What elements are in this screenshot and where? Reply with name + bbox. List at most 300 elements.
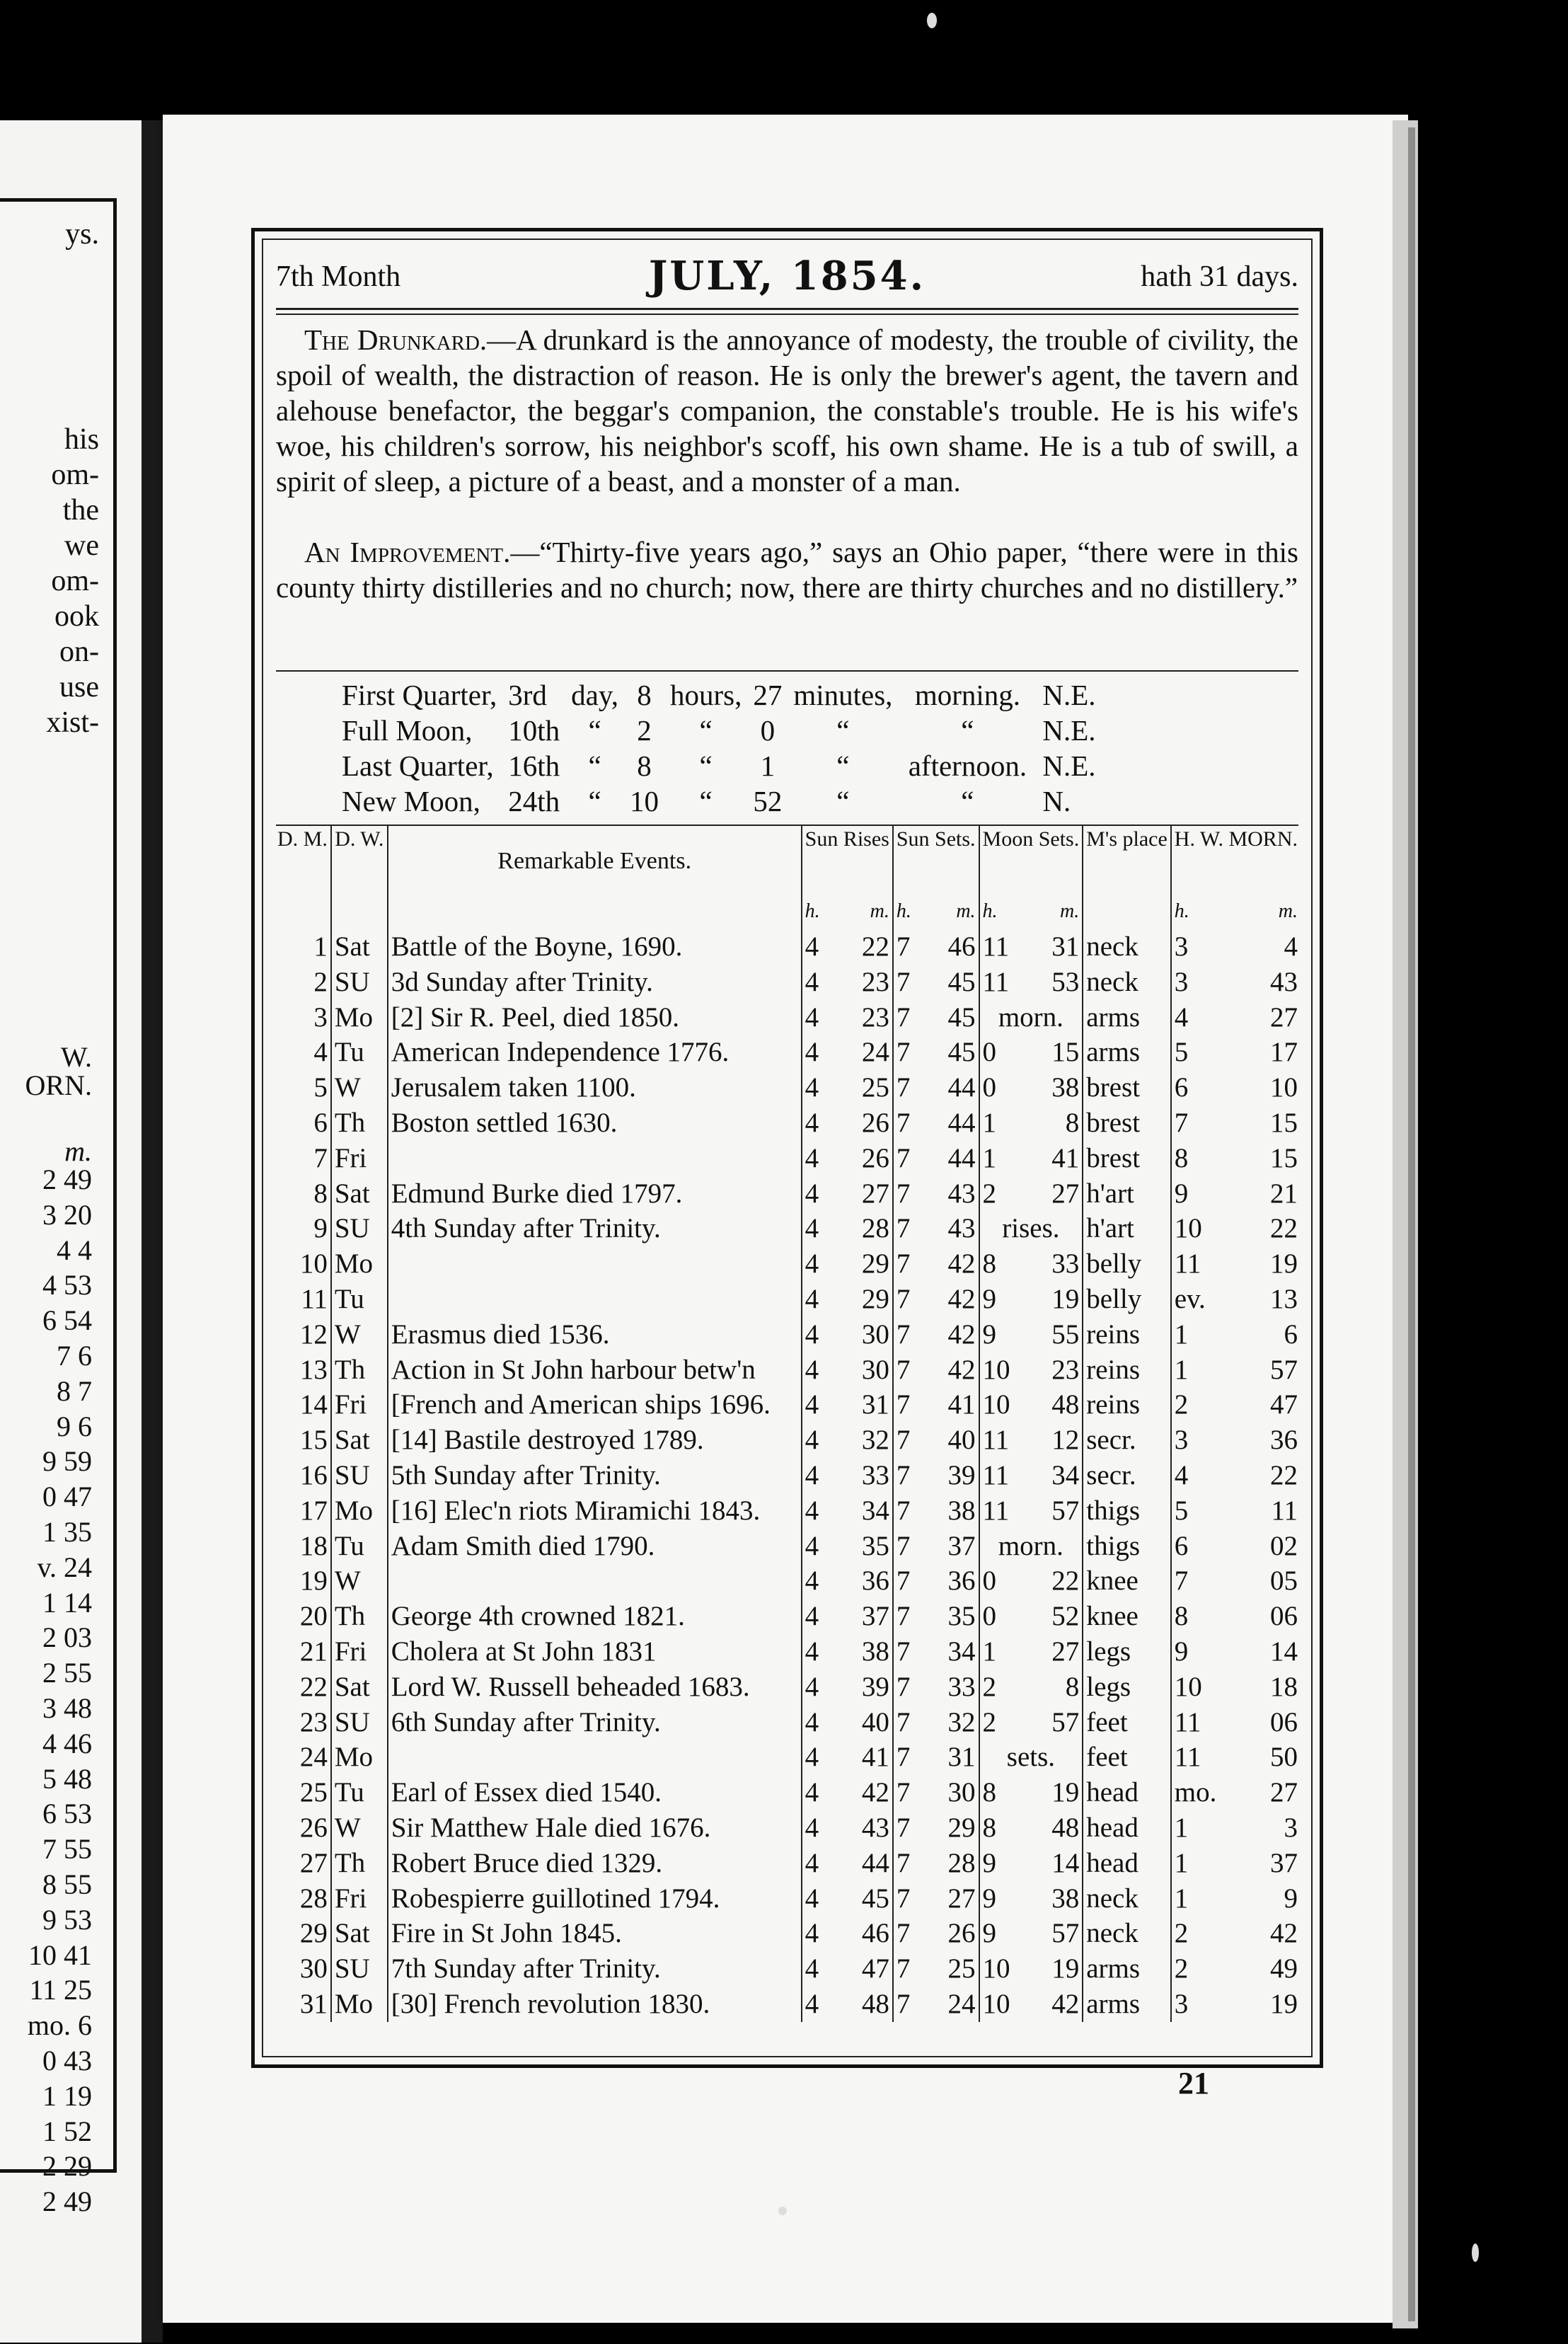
moon-sets (979, 1458, 1083, 1493)
sun-sets-minute: 42 (947, 1318, 976, 1350)
sun-rises-minute: 33 (861, 1459, 889, 1490)
high-water-minute: 06 (1270, 1706, 1298, 1737)
moon-place: brest (1083, 1141, 1171, 1176)
left-header-fragment: ys. (65, 218, 99, 251)
sun-rises-minute: 43 (861, 1812, 889, 1843)
sun-sets-hour: 7 (896, 1072, 911, 1103)
left-high-water-row: 3 48 (42, 1692, 92, 1724)
table-row (275, 1881, 1301, 1917)
moon-sets (979, 929, 1083, 965)
day-of-week: SU (331, 965, 388, 1000)
high-water (1171, 1740, 1301, 1775)
sun-sets-minute: 44 (947, 1107, 976, 1138)
high-water-values (1175, 1211, 1298, 1246)
sun-sets-hour: 7 (896, 1883, 911, 1914)
moon-sets-units (979, 894, 1083, 929)
left-high-water-row: 1 19 (42, 2079, 92, 2112)
moon-phase-day-label: “ (588, 749, 601, 782)
moon-sets-minute: 15 (1051, 1037, 1080, 1068)
table-row (275, 1775, 1301, 1810)
moon-sets (979, 1282, 1083, 1317)
sun-rises-minute: 27 (861, 1178, 889, 1209)
day-of-month: 5 (313, 1072, 328, 1103)
moon-sets-minute: 57 (1051, 1495, 1080, 1526)
essay-drunkard (276, 322, 1298, 499)
remarkable-event: 7th Sunday after Trinity. (388, 1951, 802, 1987)
high-water (1171, 1810, 1301, 1846)
sun-rises (802, 1070, 893, 1105)
moon-place: feet (1083, 1705, 1171, 1740)
sun-sets-hour: 7 (896, 1283, 911, 1314)
moon-place: neck (1083, 1916, 1171, 1951)
moon-phase-minutes: 52 (753, 785, 783, 817)
moon-place: head (1083, 1810, 1171, 1846)
sun-rises-minute: 29 (861, 1283, 889, 1314)
sun-rises-units (802, 894, 893, 929)
left-high-water-row: 2 03 (42, 1621, 92, 1654)
sun-rises-units-values (805, 894, 889, 929)
sun-rises (802, 1987, 893, 2022)
moon-sets-values (983, 1810, 1080, 1846)
sun-rises (802, 1916, 893, 1951)
sun-rises-hour: 4 (805, 1706, 819, 1737)
sun-sets (893, 1176, 979, 1212)
remarkable-event: Edmund Burke died 1797. (388, 1176, 802, 1212)
day-of-week: Th (331, 1352, 388, 1388)
moon-sets (979, 1987, 1083, 2022)
moon-sets (979, 1352, 1083, 1388)
sun-rises-minute: 23 (861, 966, 889, 997)
left-page-frame (0, 198, 117, 2218)
sun-sets-units-values (897, 894, 976, 929)
high-water-values (1175, 929, 1298, 965)
sun-sets (893, 1740, 979, 1775)
day-of-week: W (331, 1563, 388, 1599)
sun-sets-hour: 7 (896, 1495, 911, 1526)
sun-sets (893, 1599, 979, 1634)
table-row (275, 1951, 1301, 1987)
sun-rises-minute: 26 (861, 1142, 889, 1173)
high-water-minute: 50 (1270, 1742, 1298, 1773)
high-water-values (1175, 1881, 1298, 1917)
sun-sets-hour: 7 (896, 1812, 911, 1843)
left-high-water-row: 9 59 (42, 1445, 92, 1478)
units-blank (275, 894, 331, 929)
sun-sets-hour: 7 (896, 1037, 911, 1068)
moon-sets (979, 1810, 1083, 1846)
sun-rises (802, 1458, 893, 1493)
sun-sets-values (897, 1282, 976, 1317)
high-water-minute: 02 (1270, 1530, 1298, 1561)
moon-phase-time-of-day: “ (961, 714, 974, 747)
sun-rises (802, 1881, 893, 1917)
sun-sets (893, 1951, 979, 1987)
moon-sets-hour: 11 (982, 1459, 1010, 1490)
sun-sets-hour: 7 (896, 1601, 911, 1632)
moon-sets-hour: 8 (982, 1777, 997, 1808)
table-row (275, 1916, 1301, 1951)
table-row (275, 1000, 1301, 1035)
day-of-month: 28 (299, 1883, 328, 1914)
moon-sets (979, 1563, 1083, 1599)
high-water-values (1175, 1141, 1298, 1176)
moon-sets-values (983, 1035, 1080, 1070)
sun-rises (802, 1105, 893, 1141)
remarkable-event: [2] Sir R. Peel, died 1850. (388, 1000, 802, 1035)
sun-rises-hour: 4 (805, 1389, 819, 1420)
moon-phases-table (336, 677, 1102, 819)
sun-rises-minute: 24 (861, 1037, 889, 1068)
sun-sets-minute: 24 (947, 1988, 976, 2019)
header-remarkable-events: Remarkable Events. (388, 826, 802, 894)
sun-sets-minute: 30 (947, 1777, 976, 1808)
sun-rises-values (805, 1987, 889, 2022)
sun-sets-hour: 7 (896, 1530, 911, 1561)
high-water (1171, 1916, 1301, 1951)
high-water-hour: 9 (1174, 1178, 1189, 1209)
sun-rises (802, 1740, 893, 1775)
high-water-hour: 1 (1174, 1354, 1189, 1385)
table-row (275, 1846, 1301, 1881)
moon-sets (979, 1317, 1083, 1352)
moon-place: arms (1083, 1000, 1171, 1035)
sun-sets-values (897, 1141, 976, 1176)
high-water-hour: 5 (1174, 1037, 1189, 1068)
sun-sets-values (897, 1070, 976, 1105)
moon-sets (979, 1916, 1083, 1951)
moon-sets-minute: 12 (1051, 1425, 1080, 1456)
day-of-month: 12 (299, 1318, 328, 1350)
left-high-water-row: 0 47 (42, 1481, 92, 1513)
sun-rises-hour: 4 (805, 1248, 819, 1280)
moon-phase-name: Full Moon, (342, 714, 473, 747)
moon-place: arms (1083, 1035, 1171, 1070)
sun-sets (893, 1423, 979, 1458)
day-of-month: 25 (299, 1777, 328, 1808)
sun-sets-values (897, 1317, 976, 1352)
high-water-minute: 4 (1284, 931, 1298, 962)
day-of-month: 27 (299, 1847, 328, 1878)
sun-rises (802, 1599, 893, 1634)
moon-sets (979, 1387, 1083, 1423)
sun-sets-values (897, 1599, 976, 1634)
left-page (0, 120, 142, 2343)
day-of-month: 3 (313, 1001, 328, 1033)
high-water-hour: 4 (1174, 1001, 1189, 1033)
almanac-frame (251, 228, 1323, 2068)
moon-sets (979, 965, 1083, 1000)
moon-sets (979, 1176, 1083, 1212)
moon-phase-time-of-day: afternoon. (908, 749, 1027, 782)
sun-sets-values (897, 1246, 976, 1282)
moon-sets-hour: 10 (982, 1953, 1010, 1984)
sun-sets (893, 929, 979, 965)
day-of-week: SU (331, 1211, 388, 1246)
units-blank (388, 894, 802, 929)
high-water-minute: 47 (1270, 1389, 1298, 1420)
sun-sets-minute: 42 (947, 1354, 976, 1385)
moon-sets (979, 1951, 1083, 1987)
moon-place: reins (1083, 1387, 1171, 1423)
moon-phase-direction: N.E. (1042, 749, 1096, 782)
sun-rises (802, 1529, 893, 1564)
day-of-month: 10 (299, 1248, 328, 1280)
sun-rises-hour: 4 (805, 1812, 819, 1843)
day-of-month: 18 (299, 1530, 328, 1561)
sun-sets (893, 1634, 979, 1670)
table-row (275, 1740, 1301, 1775)
moon-place: arms (1083, 1987, 1171, 2022)
table-row (275, 1987, 1301, 2022)
left-high-water-row: 1 52 (42, 2115, 92, 2147)
moon-sets (979, 1105, 1083, 1141)
sun-rises-hour: 4 (805, 1459, 819, 1490)
sun-sets-hour: 7 (896, 1213, 911, 1244)
high-water-values (1175, 1951, 1298, 1987)
remarkable-event: Sir Matthew Hale died 1676. (388, 1810, 802, 1846)
sun-rises (802, 1423, 893, 1458)
day-of-month: 20 (299, 1601, 328, 1632)
moon-sets-minute: 33 (1051, 1248, 1080, 1280)
day-of-week: SU (331, 1705, 388, 1740)
moon-sets-values (983, 1916, 1080, 1951)
sun-sets (893, 965, 979, 1000)
high-water-hour: 1 (1174, 1318, 1189, 1350)
table-row (275, 1211, 1301, 1246)
left-high-water-row: 4 53 (42, 1269, 92, 1302)
moon-phase-hours-label: hours, (669, 679, 742, 711)
sun-rises-minute: 35 (861, 1530, 889, 1561)
sun-rises-hour: 4 (805, 1283, 819, 1314)
moon-sets (979, 1035, 1083, 1070)
sun-sets-hour: 7 (896, 1847, 911, 1878)
sun-rises-hour: 4 (805, 1777, 819, 1808)
moon-sets-minute: 31 (1051, 931, 1080, 962)
sun-rises-values (805, 1105, 889, 1141)
sun-sets-hour: 7 (896, 1459, 911, 1490)
moon-sets-minute: 34 (1051, 1459, 1080, 1490)
moon-sets-values (983, 1282, 1080, 1317)
high-water-minute: 21 (1270, 1178, 1298, 1209)
moon-sets-minute: 41 (1051, 1142, 1080, 1173)
moon-phase-day: 24th (508, 785, 560, 817)
moon-phase-day-label: “ (588, 785, 601, 817)
high-water-values (1175, 1599, 1298, 1634)
sun-rises-minute: 30 (861, 1318, 889, 1350)
moon-phase-day: 16th (508, 749, 560, 782)
table-row (275, 1423, 1301, 1458)
day-of-week: SU (331, 1951, 388, 1987)
moon-phase-name: First Quarter, (342, 679, 497, 711)
moon-sets-hour: 9 (982, 1283, 997, 1314)
high-water-minute: 14 (1270, 1636, 1298, 1667)
moon-sets-hour: 2 (982, 1706, 997, 1737)
high-water-values (1175, 1423, 1298, 1458)
sun-rises-values (805, 1282, 889, 1317)
moon-sets-minute: 53 (1051, 966, 1080, 997)
header-moon-sets: Moon Sets. (979, 826, 1083, 894)
sun-rises-minute: 32 (861, 1425, 889, 1456)
sun-sets-values (897, 1000, 976, 1035)
moon-sets-minute: 27 (1051, 1636, 1080, 1667)
moon-sets-hour: 1 (982, 1107, 997, 1138)
moon-sets-hour: 11 (982, 1495, 1010, 1526)
high-water-hour: 6 (1174, 1530, 1189, 1561)
sun-sets-hour: 7 (896, 1001, 911, 1033)
sun-sets-values (897, 1035, 976, 1070)
day-of-week: Sat (331, 1670, 388, 1705)
header-moon-place: M's place (1083, 826, 1171, 894)
sun-sets-minute: 44 (947, 1072, 976, 1103)
moon-place: knee (1083, 1599, 1171, 1634)
moon-sets-hour: 2 (982, 1178, 997, 1209)
page-edge-shadow (1408, 127, 1415, 2321)
remarkable-event: Action in St John harbour betw'n (388, 1352, 802, 1388)
essay-improvement (276, 534, 1298, 605)
sun-sets-minute: 35 (947, 1601, 976, 1632)
left-high-water-row: 4 46 (42, 1727, 92, 1759)
moon-phase-hours: 8 (637, 749, 652, 782)
sun-sets (893, 1916, 979, 1951)
sun-rises-hour: 4 (805, 1425, 819, 1456)
day-of-week: W (331, 1317, 388, 1352)
high-water-values (1175, 1740, 1298, 1775)
left-text-line: xist- (46, 706, 99, 739)
table-row (275, 1176, 1301, 1212)
sun-rises-minute: 45 (861, 1883, 889, 1914)
sun-rises (802, 1211, 893, 1246)
table-row (275, 1352, 1301, 1388)
remarkable-event: 4th Sunday after Trinity. (388, 1211, 802, 1246)
moon-sets-values (983, 1951, 1080, 1987)
sun-sets (893, 1000, 979, 1035)
moon-sets-hour: 10 (982, 1354, 1010, 1385)
header-day-of-month: D. M. (277, 827, 328, 851)
day-of-month: 1 (313, 931, 328, 962)
sun-sets (893, 1352, 979, 1388)
remarkable-event (388, 1246, 802, 1282)
left-text-line: use (59, 671, 99, 703)
scan-speck (1472, 2244, 1479, 2262)
remarkable-event: Robespierre guillotined 1794. (388, 1881, 802, 1917)
sun-rises-minute: 46 (861, 1918, 889, 1949)
high-water-hour: 1 (1174, 1883, 1189, 1914)
day-of-month: 15 (299, 1425, 328, 1456)
high-water-values (1175, 1529, 1298, 1564)
sun-sets-values (897, 1846, 976, 1881)
header-day-of-week: D. W. (331, 826, 388, 894)
moon-sets (979, 1881, 1083, 1917)
high-water-minute: 19 (1270, 1988, 1298, 2019)
high-water-values (1175, 1987, 1298, 2022)
high-water-hour: 6 (1174, 1072, 1189, 1103)
day-of-week: Sat (331, 1916, 388, 1951)
sun-sets-minute: 44 (947, 1142, 976, 1173)
high-water-hour: ev. (1174, 1283, 1206, 1314)
moon-sets-hour: 11 (982, 966, 1010, 997)
left-text-line: his (64, 423, 99, 456)
sun-sets (893, 1458, 979, 1493)
sun-rises (802, 1000, 893, 1035)
moon-place: secr. (1083, 1458, 1171, 1493)
moon-place: reins (1083, 1352, 1171, 1388)
left-units: m. (64, 1135, 92, 1167)
sun-rises-values (805, 1846, 889, 1881)
sun-sets (893, 1705, 979, 1740)
sun-rises-minute: 38 (861, 1636, 889, 1667)
sun-sets-hour: 7 (896, 931, 911, 962)
remarkable-event: George 4th crowned 1821. (388, 1599, 802, 1634)
sun-rises (802, 1035, 893, 1070)
sun-rises-minute: 41 (861, 1742, 889, 1773)
table-row (275, 929, 1301, 965)
sun-sets-values (897, 965, 976, 1000)
high-water-values (1175, 1563, 1298, 1599)
table-row (275, 1035, 1301, 1070)
moon-sets-hour: 11 (982, 1425, 1010, 1456)
moon-sets-minute: 23 (1051, 1354, 1080, 1385)
sun-sets-hour: 7 (896, 1953, 911, 1984)
day-of-week: Tu (331, 1282, 388, 1317)
sun-sets-values (897, 1387, 976, 1423)
moon-sets-values (983, 1352, 1080, 1388)
high-water-values (1175, 1705, 1298, 1740)
sun-sets-units-hour: h. (896, 900, 911, 922)
moon-phase-hours-label: “ (699, 785, 713, 817)
high-water-units (1171, 894, 1301, 929)
sun-sets-values (897, 1529, 976, 1564)
high-water-minute: 13 (1270, 1283, 1298, 1314)
high-water-minute: 3 (1284, 1812, 1298, 1843)
moon-sets-minute: 38 (1051, 1072, 1080, 1103)
high-water-values (1175, 1493, 1298, 1529)
high-water-values (1175, 1105, 1298, 1141)
moon-phase-minutes-label: “ (836, 714, 850, 747)
high-water-hour: 1 (1174, 1812, 1189, 1843)
moon-phase-day: 10th (508, 714, 560, 747)
day-of-week: Th (331, 1599, 388, 1634)
sun-rises-values (805, 1599, 889, 1634)
high-water-minute: 19 (1270, 1248, 1298, 1280)
moon-phase-minutes-label: minutes, (793, 679, 893, 711)
sun-rises-minute: 34 (861, 1495, 889, 1526)
moon-phase-direction: N. (1042, 785, 1071, 817)
left-high-water-row: 2 55 (42, 1657, 92, 1689)
table-row (275, 1810, 1301, 1846)
high-water-values (1175, 1458, 1298, 1493)
left-high-water-row: 11 25 (29, 1974, 92, 2006)
moon-sets-hour: 0 (982, 1565, 997, 1597)
sun-rises-hour: 4 (805, 1565, 819, 1597)
day-of-month: 2 (313, 966, 328, 997)
page-title: JULY, 1854. (648, 253, 926, 299)
sun-sets (893, 1105, 979, 1141)
moon-sets-values (983, 1423, 1080, 1458)
day-of-month: 14 (299, 1389, 328, 1420)
left-high-water-row: 8 7 (57, 1374, 92, 1407)
sun-rises-values (805, 1458, 889, 1493)
scan-speck (778, 2207, 787, 2215)
sun-sets-minute: 26 (947, 1918, 976, 1949)
sun-sets-values (897, 1176, 976, 1212)
moon-place: arms (1083, 1951, 1171, 1987)
high-water-units-minute: m. (1278, 900, 1298, 922)
high-water-hour: 2 (1174, 1918, 1189, 1949)
sun-sets-minute: 43 (947, 1178, 976, 1209)
moon-phase-minutes-label: “ (836, 785, 850, 817)
sun-sets-hour: 7 (896, 1178, 911, 1209)
high-water-minute: 57 (1270, 1354, 1298, 1385)
